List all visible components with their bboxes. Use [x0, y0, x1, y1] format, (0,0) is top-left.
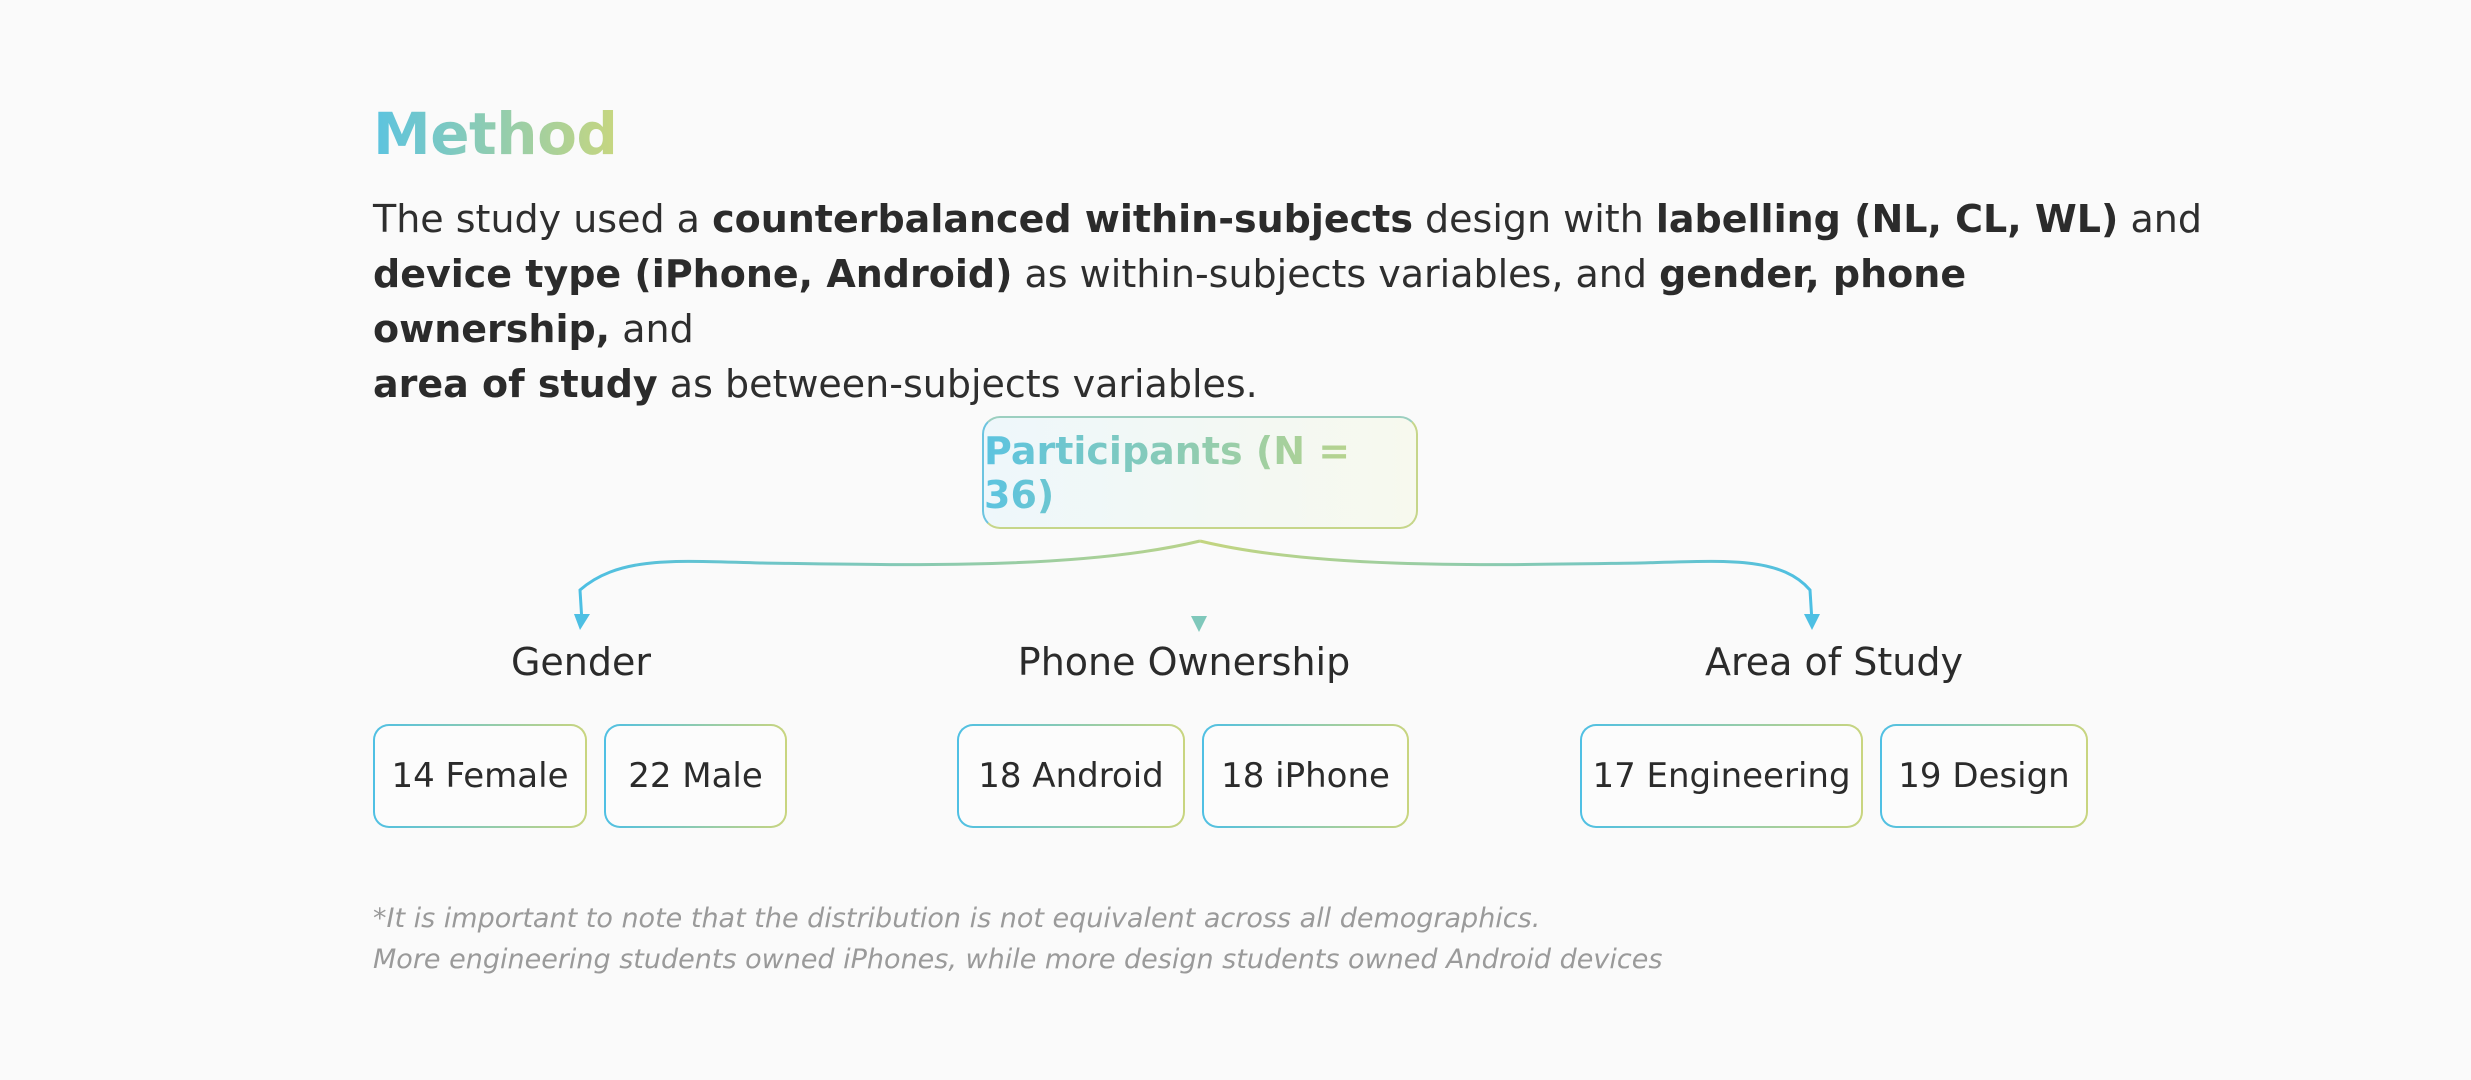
chip-female: 14 Female	[373, 724, 587, 828]
intro-text-3: and	[2118, 197, 2202, 241]
intro-text-2: design with	[1412, 197, 1656, 241]
intro-bold-2: labelling (NL, CL, WL)	[1655, 197, 2119, 241]
intro-bold-3: device type (iPhone, Android)	[373, 252, 1013, 296]
footnote-line-2: More engineering students owned iPhones, while more design students owned Android devices	[373, 944, 1663, 975]
section-title: Method	[373, 100, 618, 168]
intro-bold-5: area of study	[373, 362, 658, 406]
intro-text-6: as between-subjects variables.	[657, 362, 1258, 406]
footnote	[373, 898, 1662, 980]
participants-node	[982, 416, 1418, 529]
chip-iphone: 18 iPhone	[1202, 724, 1409, 828]
chip-engineering: 17 Engineering	[1580, 724, 1863, 828]
intro-text-5: and	[610, 307, 694, 351]
chip-design: 19 Design	[1880, 724, 2088, 828]
participants-label: Participants (N = 36)	[984, 429, 1416, 517]
intro-text-4: as within-subjects variables, and	[1012, 252, 1660, 296]
arrowhead-phone-ownership	[1191, 616, 1207, 632]
intro-text-1: The study used a	[373, 197, 713, 241]
arrowhead-area-of-study	[1804, 614, 1820, 630]
intro-bold-1: counterbalanced within-subjects	[712, 197, 1413, 241]
chip-android: 18 Android	[957, 724, 1185, 828]
connector-area-of-study	[1200, 541, 1812, 622]
connector-gender	[580, 541, 1200, 622]
footnote-line-1: *It is important to note that the distribution is not equivalent across all demographics.	[373, 903, 1541, 934]
category-area-of-study: Area of Study	[1705, 640, 1963, 684]
category-phone-ownership: Phone Ownership	[1017, 640, 1351, 684]
intro-bold-4: gender, phone ownership,	[373, 252, 1967, 351]
chip-male: 22 Male	[604, 724, 787, 828]
category-gender: Gender	[510, 640, 652, 684]
arrowhead-gender	[574, 614, 590, 630]
